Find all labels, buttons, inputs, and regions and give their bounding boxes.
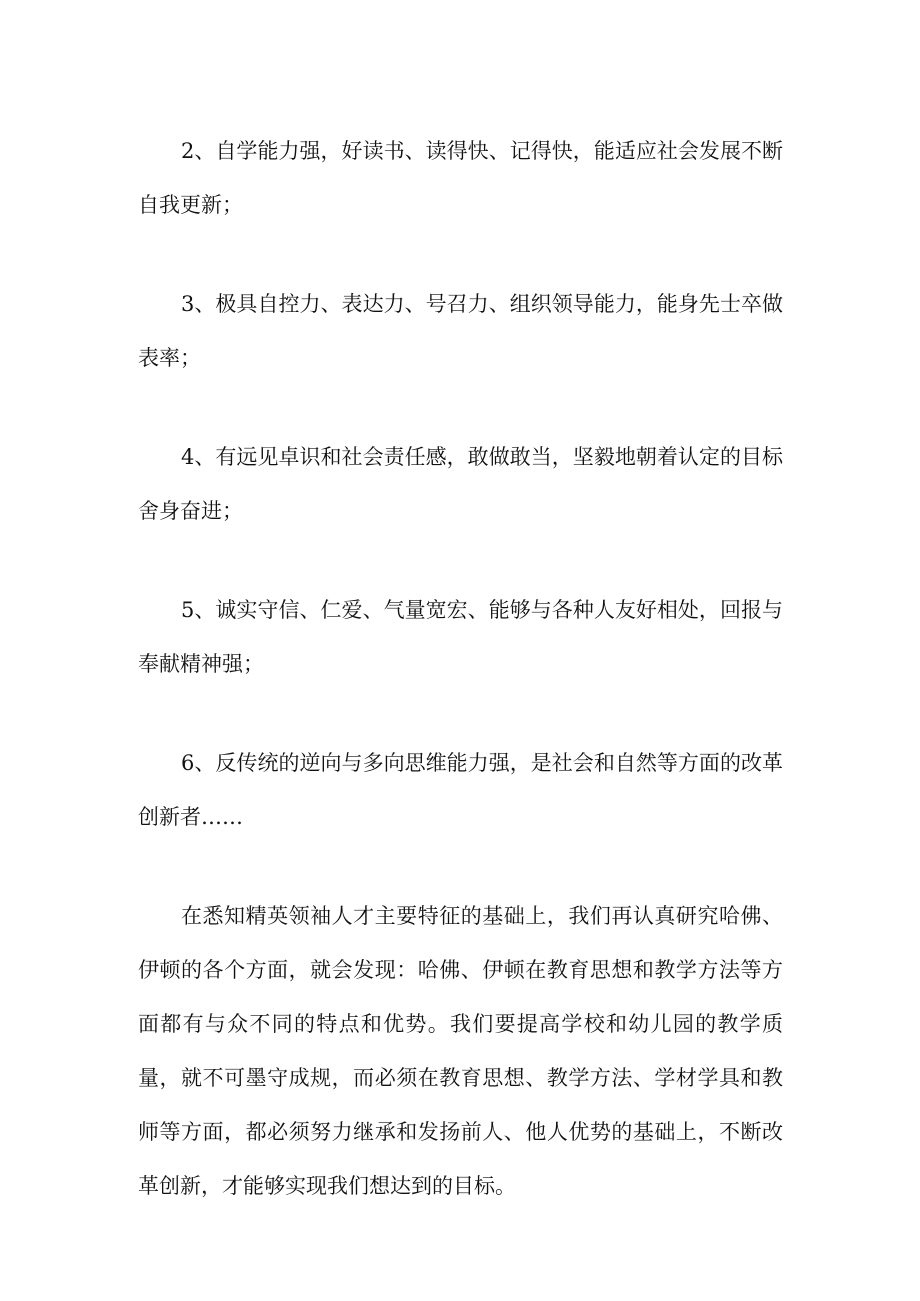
body-paragraph: 在悉知精英领袖人才主要特征的基础上，我们再认真研究哈佛、伊顿的各个方面，就会发现：哈佛、伊顿在教育思想和教学方法等方面都有与众不同的特点和优势。我们要提高学校和幼儿园的教学质量，就不可墨守成规，而必须在教育思想、教学方法、学材学具和教师等方面，都必须努力继承和发扬前人、他人优势的基础上，不断改革创新，才能够实现我们想达到的目标。 bbox=[138, 904, 783, 1198]
list-item-6: 6、反传统的逆向与多向思维能力强，是社会和自然等方面的改革创新者…… bbox=[138, 751, 783, 829]
list-item-4: 4、有远见卓识和社会责任感，敢做敢当，坚毅地朝着认定的目标舍身奋进； bbox=[138, 445, 783, 523]
list-item-2: 2、自学能力强，好读书、读得快、记得快，能适应社会发展不断自我更新； bbox=[138, 139, 783, 217]
document-body bbox=[138, 124, 783, 1213]
list-item-5: 5、诚实守信、仁爱、气量宽宏、能够与各种人友好相处，回报与奉献精神强； bbox=[138, 598, 783, 676]
list-item-3: 3、极具自控力、表达力、号召力、组织领导能力，能身先士卒做表率； bbox=[138, 292, 783, 370]
